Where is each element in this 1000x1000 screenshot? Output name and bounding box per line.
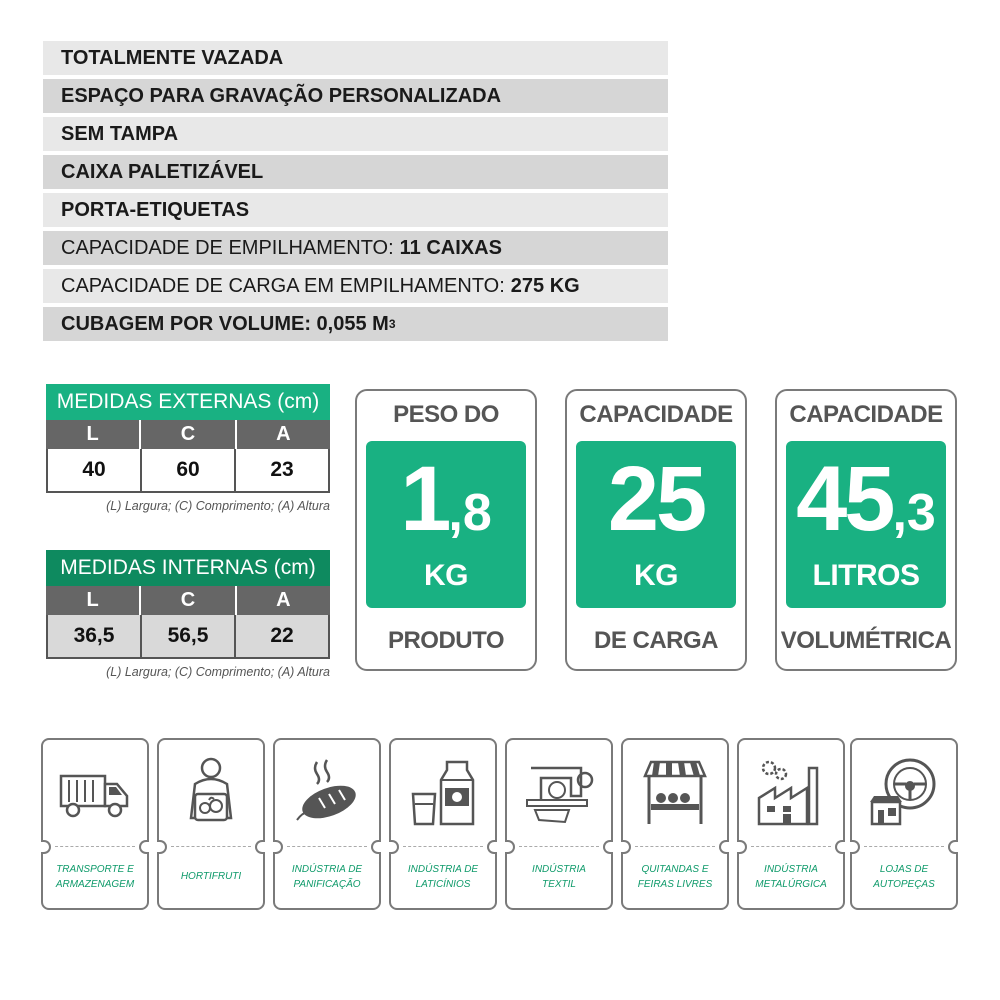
industry-tile-bakery [273, 738, 381, 910]
card-unit: KG [634, 559, 678, 592]
tile-divider [635, 846, 715, 847]
load-capacity-card [565, 389, 747, 671]
table-header-row [46, 420, 330, 449]
label-line: LOJAS DE [879, 864, 929, 875]
tile-notch [41, 840, 51, 854]
label-line: HORTIFRUTI [180, 871, 242, 882]
tile-divider [55, 846, 135, 847]
label-line: METALÚRGICA [755, 879, 827, 890]
tile-notch [737, 840, 747, 854]
legend-note: (L) Largura; (C) Comprimento; (A) Altura [106, 499, 330, 513]
card-integer: 25 [607, 448, 705, 550]
feature-list [43, 41, 668, 345]
column-header: C [141, 420, 236, 449]
value-cell: 60 [142, 449, 236, 491]
card-big-value [366, 449, 526, 563]
industry-label [277, 862, 377, 892]
tile-notch [487, 840, 497, 854]
bread-icon [289, 754, 365, 830]
tile-notch [157, 840, 167, 854]
feature-row [43, 79, 668, 113]
column-header: A [276, 589, 291, 611]
feature-row [43, 231, 668, 265]
sewing-machine-icon [521, 754, 597, 830]
feature-text: SEM TAMPA [61, 122, 179, 145]
industry-tile-hortifruti [157, 738, 265, 910]
card-top-label: CAPACIDADE [579, 401, 733, 428]
milk-carton-icon [405, 754, 481, 830]
tile-divider [864, 846, 944, 847]
card-unit: KG [424, 559, 468, 592]
label-line: FEIRAS LIVRES [637, 879, 713, 890]
card-decimal: ,8 [448, 484, 492, 542]
market-stall-icon [637, 754, 713, 830]
tile-divider [403, 846, 483, 847]
truck-icon [57, 754, 133, 830]
tile-notch [139, 840, 149, 854]
label-line: AUTOPEÇAS [873, 879, 935, 890]
tile-notch [719, 840, 729, 854]
feature-label: CAPACIDADE DE EMPILHAMENTO: [61, 236, 394, 259]
card-unit: LITROS [812, 559, 920, 592]
feature-row [43, 269, 668, 303]
card-bottom-label: VOLUMÉTRICA [780, 627, 952, 654]
industry-tile-market [621, 738, 729, 910]
industry-tile-textile [505, 738, 613, 910]
industry-tile-transport [41, 738, 149, 910]
feature-label: CAPACIDADE DE CARGA EM EMPILHAMENTO: [61, 274, 505, 297]
factory-icon [753, 754, 829, 830]
feature-text: ESPAÇO PARA GRAVAÇÃO PERSONALIZADA [61, 84, 502, 107]
feature-value: 11 CAIXAS [399, 236, 502, 259]
tile-divider [171, 846, 251, 847]
value-cell: 56,5 [142, 615, 236, 657]
volume-capacity-card [775, 389, 957, 671]
tile-notch [505, 840, 515, 854]
feature-value: 275 KG [510, 274, 580, 297]
card-top-label: PESO DO [393, 401, 499, 428]
table-title: MEDIDAS EXTERNAS (cm) [46, 384, 330, 420]
label-line: INDÚSTRIA [764, 864, 818, 875]
card-bottom-label: DE CARGA [593, 627, 718, 654]
label-line: TRANSPORTE E [56, 864, 134, 875]
value-cell: 23 [270, 458, 294, 481]
feature-superscript: 3 [388, 317, 396, 331]
value-cell: 40 [48, 449, 142, 491]
product-weight-card [355, 389, 537, 671]
tile-notch [948, 840, 958, 854]
industry-label [854, 862, 954, 892]
card-top-label: CAPACIDADE [789, 401, 943, 428]
label-line: QUITANDAS E [641, 864, 709, 875]
industry-label [161, 869, 261, 884]
column-header: L [46, 586, 141, 615]
feature-row [43, 155, 668, 189]
value-cell: 22 [270, 624, 294, 647]
card-integer: 45 [796, 448, 893, 550]
industry-label [625, 862, 725, 892]
label-line: LATICÍNIOS [415, 879, 471, 890]
feature-text: TOTALMENTE VAZADA [61, 46, 284, 69]
value-cell: 36,5 [48, 615, 142, 657]
tile-notch [371, 840, 381, 854]
industry-label [45, 862, 145, 892]
tile-notch [835, 840, 845, 854]
card-value-box [576, 441, 736, 608]
tile-divider [519, 846, 599, 847]
industry-tile-metallurgy [737, 738, 845, 910]
label-line: INDÚSTRIA DE [291, 864, 363, 875]
feature-row [43, 117, 668, 151]
label-line: INDÚSTRIA [532, 864, 586, 875]
industry-tile-dairy [389, 738, 497, 910]
tile-divider [751, 846, 831, 847]
card-integer: 1 [400, 448, 449, 550]
internal-measures-table [46, 550, 330, 679]
label-line: PANIFICAÇÃO [293, 879, 361, 890]
card-value-box [366, 441, 526, 608]
feature-text: CUBAGEM POR VOLUME: 0,055 M [61, 312, 389, 335]
feature-text: CAIXA PALETIZÁVEL [61, 160, 264, 183]
tile-notch [850, 840, 860, 854]
tile-notch [621, 840, 631, 854]
column-header: L [46, 420, 141, 449]
label-line: ARMAZENAGEM [55, 879, 135, 890]
industry-label [741, 862, 841, 892]
produce-vendor-icon [173, 754, 249, 830]
column-header: A [276, 423, 291, 445]
table-header-row [46, 586, 330, 615]
table-value-row [46, 615, 330, 659]
feature-row [43, 193, 668, 227]
card-decimal: ,3 [892, 484, 936, 542]
tile-notch [389, 840, 399, 854]
feature-text: PORTA-ETIQUETAS [61, 198, 250, 221]
card-bottom-label: PRODUTO [387, 627, 505, 654]
steering-wheel-icon [866, 754, 942, 830]
tile-notch [255, 840, 265, 854]
label-line: INDÚSTRIA DE [407, 864, 479, 875]
card-big-value [576, 449, 736, 563]
card-big-value [786, 449, 946, 563]
table-title: MEDIDAS INTERNAS (cm) [46, 550, 330, 586]
feature-row [43, 41, 668, 75]
tile-notch [273, 840, 283, 854]
industry-tile-autoparts [850, 738, 958, 910]
industry-label [509, 862, 609, 892]
industry-label [393, 862, 493, 892]
legend-note: (L) Largura; (C) Comprimento; (A) Altura [106, 665, 330, 679]
external-measures-table [46, 384, 330, 513]
label-line: TEXTIL [542, 879, 576, 890]
column-header: C [141, 586, 236, 615]
card-value-box [786, 441, 946, 608]
feature-row [43, 307, 668, 341]
tile-divider [287, 846, 367, 847]
tile-notch [603, 840, 613, 854]
table-value-row [46, 449, 330, 493]
